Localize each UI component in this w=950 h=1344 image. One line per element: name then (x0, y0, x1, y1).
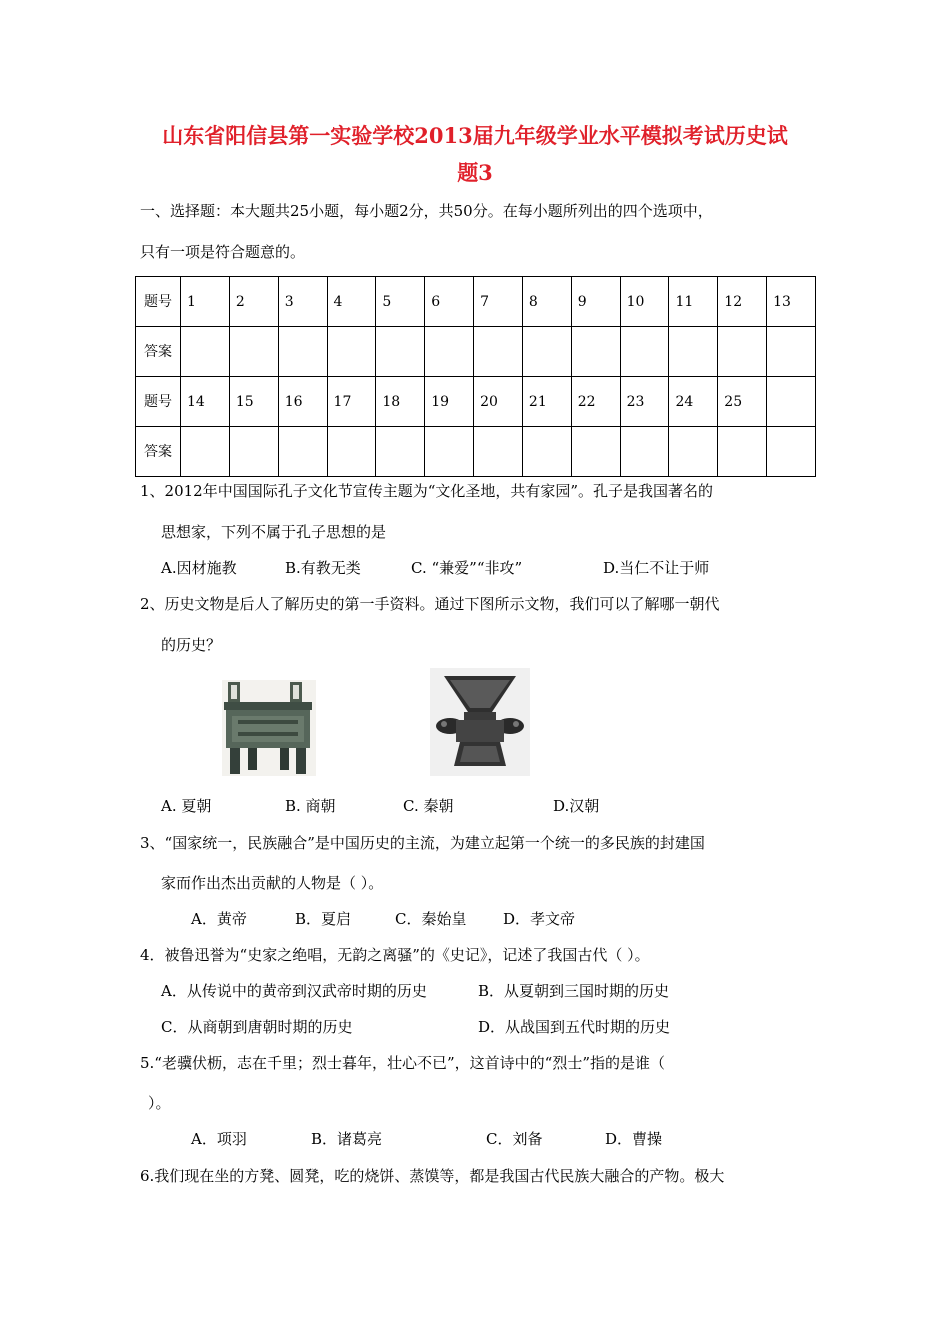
answer-cell[interactable] (620, 427, 669, 477)
answer-cell[interactable] (767, 327, 816, 377)
answer-cell[interactable] (278, 427, 327, 477)
answer-cell[interactable] (376, 327, 425, 377)
q1-stem-line1: 1、2012年中国国际孔子文化节宣传主题为“文化圣地，共有家园”。孔子是我国著名的 (140, 482, 714, 500)
q5-stem-line2: ）。 (148, 1094, 171, 1112)
question-number-cell: 17 (327, 377, 376, 427)
q1-option-b: B.有教无类 (285, 559, 361, 577)
bronze-zun-image (430, 668, 530, 776)
answer-cell[interactable] (229, 427, 278, 477)
answer-cell[interactable] (376, 427, 425, 477)
q2-option-d: D.汉朝 (553, 797, 600, 815)
answer-cell[interactable] (571, 327, 620, 377)
q1-stem-line2: 思想家，下列不属于孔子思想的是 (161, 523, 387, 541)
q5-option-c: C．刘备 (486, 1130, 543, 1148)
q4-stem-line1: 4．被鲁迅誉为“史家之绝唱，无韵之离骚”的《史记》，记述了我国古代（ ）。 (140, 946, 650, 964)
q2-stem-line2: 的历史？ (161, 636, 222, 654)
q5-option-b: B．诸葛亮 (311, 1130, 383, 1148)
question-number-cell: 25 (718, 377, 767, 427)
question-number-cell: 23 (620, 377, 669, 427)
table-row-numbers-1 (136, 277, 816, 327)
q4-option-a: A．从传说中的黄帝到汉武帝时期的历史 (161, 982, 427, 1000)
q2-option-a: A. 夏朝 (161, 797, 212, 815)
q1-option-d: D.当仁不让于师 (603, 559, 710, 577)
q1-option-a: A.因材施教 (161, 559, 237, 577)
q4-option-d: D．从战国到五代时期的历史 (478, 1018, 671, 1036)
question-number-cell: 12 (718, 277, 767, 327)
question-number-cell: 7 (474, 277, 523, 327)
question-number-cell: 15 (229, 377, 278, 427)
answer-cell[interactable] (474, 327, 523, 377)
answer-cell[interactable] (327, 327, 376, 377)
answer-cell[interactable] (718, 327, 767, 377)
q2-stem-line1: 2、历史文物是后人了解历史的第一手资料。通过下图所示文物，我们可以了解哪一朝代 (140, 595, 720, 613)
question-number-cell: 16 (278, 377, 327, 427)
answer-cell[interactable] (425, 427, 474, 477)
answer-cell[interactable] (522, 327, 571, 377)
answer-cell[interactable] (571, 427, 620, 477)
answer-cell[interactable] (181, 327, 230, 377)
question-number-cell: 22 (571, 377, 620, 427)
table-row-answers-2 (136, 427, 816, 477)
question-number-cell: 24 (669, 377, 718, 427)
answer-cell[interactable] (620, 327, 669, 377)
answer-cell[interactable] (278, 327, 327, 377)
answer-cell[interactable] (522, 427, 571, 477)
question-number-cell: 11 (669, 277, 718, 327)
answer-cell[interactable] (425, 327, 474, 377)
answer-cell[interactable] (327, 427, 376, 477)
question-number-cell: 21 (522, 377, 571, 427)
q2-option-c: C. 秦朝 (403, 797, 454, 815)
q3-option-c: C．秦始皇 (395, 910, 467, 928)
question-number-label: 题号 (136, 377, 181, 427)
answer-grid (135, 276, 816, 477)
question-number-cell: 10 (620, 277, 669, 327)
q3-option-a: A．黄帝 (191, 910, 247, 928)
q5-option-a: A．项羽 (191, 1130, 247, 1148)
question-number-cell (767, 377, 816, 427)
table-row-answers-1 (136, 327, 816, 377)
q6-stem-line1: 6.我们现在坐的方凳、圆凳，吃的烧饼、蒸馍等，都是我国古代民族大融合的产物。极大 (140, 1167, 725, 1185)
answer-label: 答案 (136, 427, 181, 477)
q3-stem-line2: 家而作出杰出贡献的人物是（ ）。 (161, 874, 384, 892)
answer-cell[interactable] (718, 427, 767, 477)
q5-option-d: D．曹操 (605, 1130, 663, 1148)
q1-option-c: C. “兼爱”“非攻” (411, 559, 523, 577)
question-number-cell: 8 (522, 277, 571, 327)
question-number-cell: 20 (474, 377, 523, 427)
question-number-cell: 9 (571, 277, 620, 327)
table-row-numbers-2 (136, 377, 816, 427)
q3-option-d: D．孝文帝 (503, 910, 576, 928)
answer-cell[interactable] (767, 427, 816, 477)
bronze-ding-image (222, 680, 316, 776)
q4-option-b: B．从夏朝到三国时期的历史 (478, 982, 670, 1000)
q2-option-b: B. 商朝 (285, 797, 336, 815)
question-number-cell: 6 (425, 277, 474, 327)
answer-cell[interactable] (669, 327, 718, 377)
q3-stem-line1: 3、“国家统一，民族融合”是中国历史的主流，为建立起第一个统一的多民族的封建国 (140, 834, 705, 852)
q3-option-b: B．夏启 (295, 910, 352, 928)
answer-label: 答案 (136, 327, 181, 377)
exam-title-line1: 山东省阳信县第一实验学校2013届九年级学业水平模拟考试历史试 (162, 123, 788, 148)
question-number-cell: 18 (376, 377, 425, 427)
answer-cell[interactable] (229, 327, 278, 377)
q4-option-c: C．从商朝到唐朝时期的历史 (161, 1018, 353, 1036)
question-number-cell: 1 (181, 277, 230, 327)
exam-title-line2: 题3 (457, 160, 493, 185)
section-instructions-line1: 一、选择题：本大题共25小题，每小题2分，共50分。在每小题所列出的四个选项中， (140, 202, 713, 220)
answer-cell[interactable] (181, 427, 230, 477)
question-number-cell: 14 (181, 377, 230, 427)
section-instructions-line2: 只有一项是符合题意的。 (140, 243, 306, 261)
question-number-cell: 2 (229, 277, 278, 327)
question-number-cell: 4 (327, 277, 376, 327)
question-number-cell: 13 (767, 277, 816, 327)
answer-cell[interactable] (474, 427, 523, 477)
question-number-cell: 19 (425, 377, 474, 427)
question-number-cell: 3 (278, 277, 327, 327)
answer-cell[interactable] (669, 427, 718, 477)
question-number-label: 题号 (136, 277, 181, 327)
q5-stem-line1: 5.“老骥伏枥，志在千里；烈士暮年，壮心不已”，这首诗中的“烈士”指的是谁（ (140, 1054, 665, 1072)
question-number-cell: 5 (376, 277, 425, 327)
